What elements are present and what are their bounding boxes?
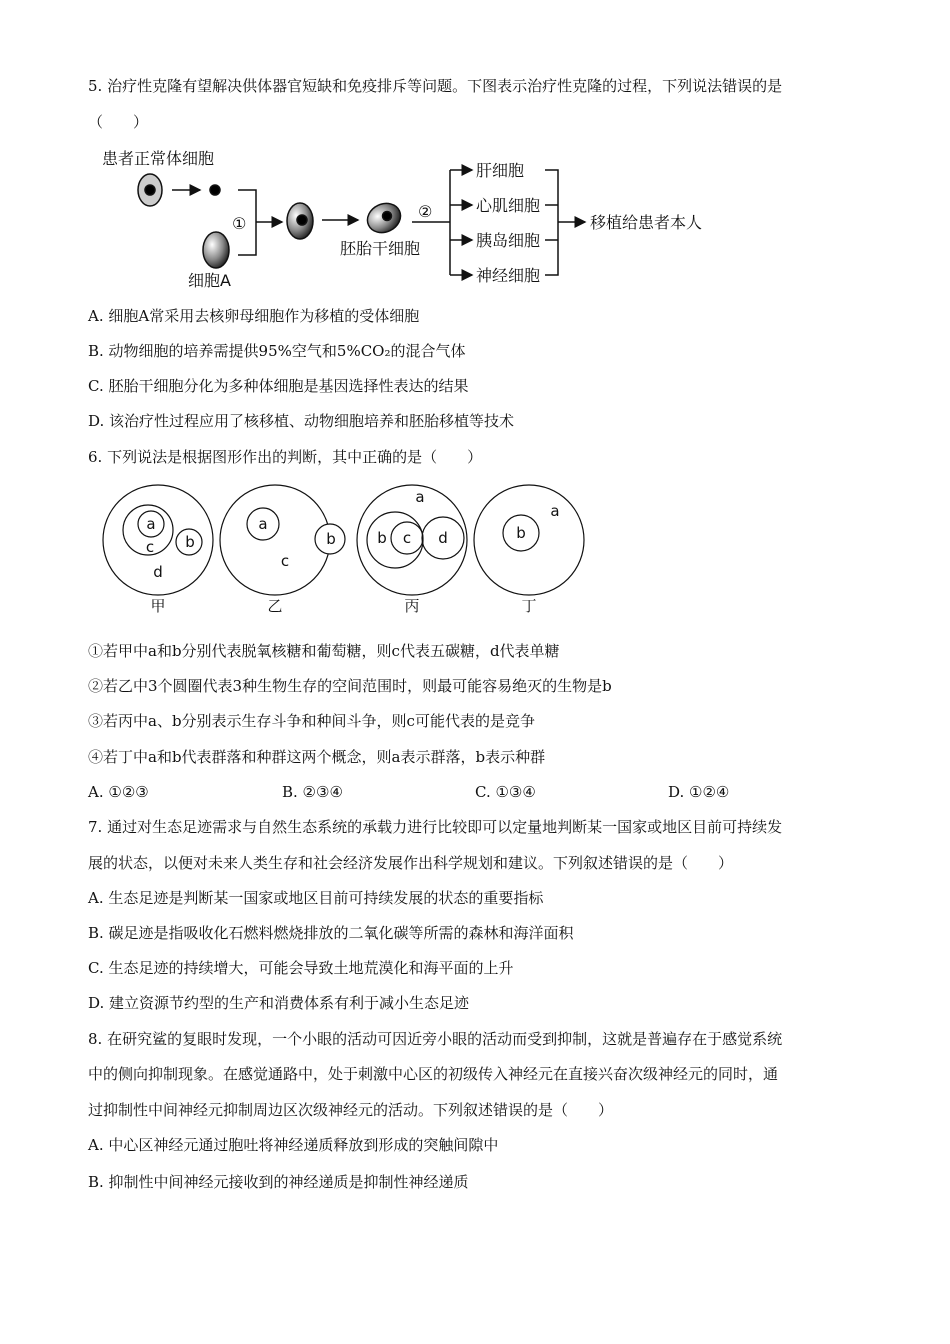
output-neuron: 神经细胞 bbox=[476, 266, 541, 285]
q5-option-a: A. 细胞A常采用去核卵母细胞作为移植的受体细胞 bbox=[88, 307, 420, 325]
venn-diagrams bbox=[103, 485, 584, 615]
reconstructed-nucleus bbox=[297, 215, 307, 225]
label-d: d bbox=[438, 529, 448, 547]
label-c: c bbox=[280, 552, 290, 570]
figure-yi bbox=[220, 485, 345, 615]
q7-stem-line-2: 展的状态，以便对未来人类生存和社会经济发展作出科学规划和建议。下列叙述错误的是（ ） bbox=[88, 854, 734, 872]
figure-name: 乙 bbox=[267, 597, 283, 615]
q5-stem: 5. 治疗性克隆有望解决供体器官短缺和免疫排斥等问题。下图表示治疗性克隆的过程，下列说法错误的是 bbox=[88, 77, 783, 95]
figure-name: 丁 bbox=[521, 597, 537, 615]
label-c: c bbox=[145, 538, 155, 556]
q8-stem-line-2: 中的侧向抑制现象。在感觉通路中，处于刺激中心区的初级传入神经元在直接兴奋次级神经元的同时，通 bbox=[88, 1065, 779, 1083]
q8-option-b: B. 抑制性中间神经元接收到的神经递质是抑制性神经递质 bbox=[88, 1173, 469, 1191]
figure-ding bbox=[474, 485, 584, 615]
label-a: a bbox=[415, 488, 425, 506]
q7-stem-line-1: 7. 通过对生态足迹需求与自然生态系统的承载力进行比较即可以定量地判断某一国家或地区目前可持续发 bbox=[88, 818, 783, 836]
output-liver: 肝细胞 bbox=[476, 161, 525, 180]
label-c: c bbox=[402, 529, 412, 547]
label-a: a bbox=[258, 515, 268, 533]
output-cardiac: 心肌细胞 bbox=[476, 196, 541, 215]
q6-option-a: A. ①②③ bbox=[88, 783, 149, 801]
label-a: a bbox=[550, 502, 560, 520]
q6-option-c: C. ①③④ bbox=[475, 783, 536, 801]
q8-stem-line-3: 过抑制性中间神经元抑制周边区次级神经元的活动。下列叙述错误的是（ ） bbox=[88, 1101, 614, 1119]
label-step1: ① bbox=[232, 214, 247, 233]
figure-name: 丙 bbox=[404, 597, 420, 615]
q7-option-d: D. 建立资源节约型的生产和消费体系有利于减小生态足迹 bbox=[88, 994, 470, 1012]
q8-stem-line-1: 8. 在研究鲨的复眼时发现，一个小眼的活动可因近旁小眼的活动而受到抑制，这就是普遍存在于感觉系统 bbox=[88, 1030, 783, 1048]
figure-jia bbox=[103, 485, 213, 615]
q7-option-a: A. 生态足迹是判断某一国家或地区目前可持续发展的状态的重要指标 bbox=[88, 889, 544, 907]
q5-option-c: C. 胚胎干细胞分化为多种体细胞是基因选择性表达的结果 bbox=[88, 377, 469, 395]
q6-statement-4: ④若丁中a和b代表群落和种群这两个概念，则a表示群落，b表示种群 bbox=[88, 748, 546, 766]
q6-statement-2: ②若乙中3个圆圈代表3种生物生存的空间范围时，则最可能容易绝灭的生物是b bbox=[88, 677, 612, 695]
figure-name: 甲 bbox=[150, 597, 166, 615]
q8-option-a: A. 中心区神经元通过胞吐将神经递质释放到形成的突触间隙中 bbox=[88, 1136, 499, 1154]
label-b: b bbox=[377, 529, 387, 547]
cell-a bbox=[203, 232, 229, 268]
label-step2: ② bbox=[418, 202, 433, 221]
label-b: b bbox=[516, 524, 526, 542]
q6-option-d: D. ①②④ bbox=[668, 783, 730, 801]
figure-bing bbox=[357, 485, 467, 615]
isolated-nucleus bbox=[210, 185, 220, 195]
label-d: d bbox=[153, 563, 163, 581]
label-final: 移植给患者本人 bbox=[590, 213, 703, 232]
output-islet: 胰岛细胞 bbox=[476, 231, 541, 250]
q6-option-b: B. ②③④ bbox=[282, 783, 343, 801]
label-b: b bbox=[185, 533, 195, 551]
label-source: 患者正常体细胞 bbox=[102, 149, 215, 168]
somatic-nucleus bbox=[145, 185, 155, 195]
label-stem-cell: 胚胎干细胞 bbox=[340, 239, 421, 258]
q6-stem: 6. 下列说法是根据图形作出的判断，其中正确的是（ ） bbox=[88, 448, 483, 466]
join-bracket bbox=[545, 170, 558, 275]
label-cell-a: 细胞A bbox=[188, 271, 231, 290]
q6-statement-3: ③若丙中a、b分别表示生存斗争和种间斗争，则c可能代表的是竞争 bbox=[88, 712, 535, 730]
q7-option-b: B. 碳足迹是指吸收化石燃料燃烧排放的二氧化碳等所需的森林和海洋面积 bbox=[88, 924, 574, 942]
label-b: b bbox=[326, 530, 336, 548]
q5-option-b: B. 动物细胞的培养需提供95%空气和5%CO₂的混合气体 bbox=[88, 342, 466, 360]
q5-option-d: D. 该治疗性过程应用了核移植、动物细胞培养和胚胎移植等技术 bbox=[88, 412, 515, 430]
q7-option-c: C. 生态足迹的持续增大，可能会导致土地荒漠化和海平面的上升 bbox=[88, 959, 514, 977]
q5-answer-paren: （ ） bbox=[88, 113, 149, 131]
cloning-flow-diagram bbox=[102, 149, 702, 290]
label-a: a bbox=[146, 515, 156, 533]
stem-nucleus bbox=[383, 212, 392, 221]
q6-statement-1: ①若甲中a和b分别代表脱氧核糖和葡萄糖，则c代表五碳糖，d代表单糖 bbox=[88, 642, 560, 660]
